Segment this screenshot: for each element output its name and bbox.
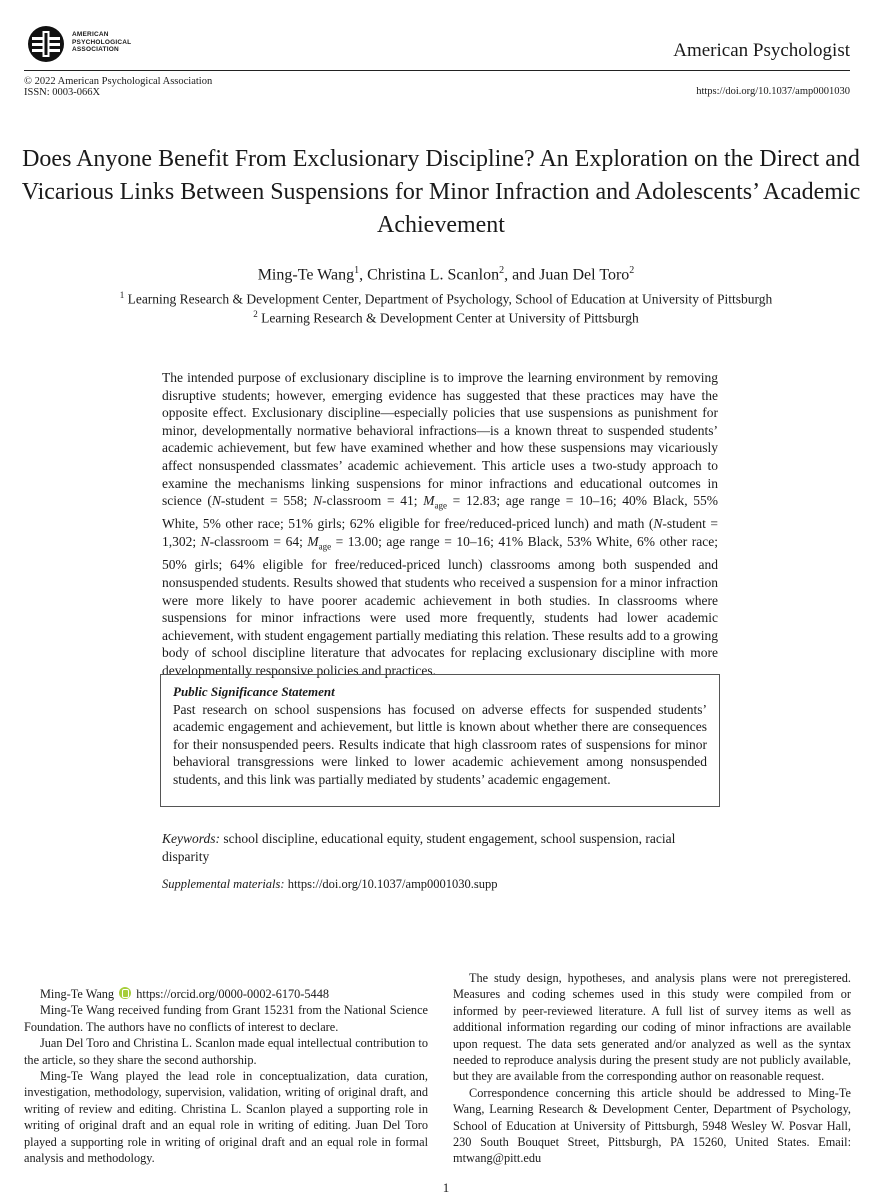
orcid-link[interactable]: https://orcid.org/0000-0002-6170-5448 — [136, 987, 330, 1001]
author-separator: , and — [504, 266, 540, 284]
abstract-text: -student = 558; — [220, 493, 314, 509]
copyright: © 2022 American Psychological Association — [24, 76, 213, 87]
abstract — [162, 369, 718, 679]
abstract-text: = 12.83; age range = 10–16; 40% Black, 55% White, 5% other race; 51% girls; 62% eligible for free/reduced-priced lunch) and math ( — [162, 493, 718, 532]
affiliation-1 — [0, 290, 892, 308]
keywords-label: Keywords: — [162, 831, 220, 846]
orcid-icon[interactable] — [119, 987, 131, 999]
abstract-symbol: N — [313, 493, 323, 509]
supplemental-materials — [162, 877, 498, 892]
author-affiliation-mark: 2 — [499, 265, 505, 276]
significance-heading: Public Significance Statement — [173, 684, 335, 699]
footnotes-right-column — [453, 970, 851, 1167]
abstract-symbol: M — [307, 534, 319, 550]
abstract-subscript: age — [318, 541, 332, 552]
keywords-text: school discipline, educational equity, student engagement, school suspension, racial disparity — [162, 831, 676, 864]
footnote-paragraph: Juan Del Toro and Christina L. Scanlon made equal intellectual contribution to the article, so they share the second authorship. — [24, 1036, 428, 1067]
author-affiliation-mark: 1 — [354, 265, 360, 276]
abstract-text: The intended purpose of exclusionary discipline is to improve the learning environment by removing disruptive students; however, emerging evidence has suggested that these practices may have the opposite effect. Exclusionary discipline—especially policies that use suspensions as punishment for minor, developmentally normative behavioral infractions—is a known threat to suspended students’ academic achievement, but few have examined whether and how these suspensions may vicariously affect nonsuspended classmates’ academic achievement. This article uses a two-study approach to examine the mechanisms linking suspensions for minor infractions and educational outcomes in science ( — [162, 370, 718, 509]
article-doi[interactable]: https://doi.org/10.1037/amp0001030 — [696, 86, 850, 97]
affiliation-text: Learning Research & Development Center at University of Pittsburgh — [257, 310, 639, 326]
abstract-symbol: N — [200, 534, 210, 550]
journal-name: American Psychologist — [673, 40, 850, 61]
orcid-line — [24, 986, 428, 1002]
footnote-paragraph: Ming-Te Wang played the lead role in conceptualization, data curation, investigation, methodology, supervision, validation, writing of original draft, and writing of review and editing. Christina L. Scanlon played a supporting role in writing of original draft and an equal role in writing of editing. Juan Del Toro played a supporting role in writing of original draft and an equal role in formal analysis and methodology. — [24, 1069, 428, 1166]
abstract-symbol: N — [211, 493, 221, 509]
affiliation-mark: 1 — [119, 290, 125, 300]
header-divider — [24, 70, 850, 71]
footnote-paragraph: The study design, hypotheses, and analysis plans were not preregistered. Measures and coding schemes used in this study were compiled from or informed by peer-reviewed literature. A full list of survey items as well as additional information regarding our coding of minor infractions are available upon request. The data sets generated and/or analyzed as well as the syntax needed to reproduce analysis during the present study are not publicly available, but they are available from the corresponding author on reasonable request. — [453, 971, 851, 1084]
correspondence-paragraph: Correspondence concerning this article should be addressed to Ming-Te Wang, Learning Research & Development Center, Department of Psychology, School of Education at University of Pittsburgh, 5948 Wesley W. Posvar Hall, 230 South Bouquet Street, Pittsburgh, PA 15260, United States. Email: mtwang@pitt.edu — [453, 1085, 851, 1166]
author-name: Christina L. Scanlon — [367, 266, 500, 284]
author-name: Ming-Te Wang — [257, 266, 355, 284]
logo-line: AMERICAN — [72, 31, 109, 38]
author-name: Juan Del Toro — [539, 266, 630, 284]
copyright-block — [24, 76, 212, 98]
affiliation-2 — [0, 309, 892, 327]
abstract-text: -classroom = 64; — [209, 534, 308, 550]
page-number: 1 — [442, 1180, 450, 1195]
supplemental-label: Supplemental materials: — [162, 877, 285, 891]
logo-line: PSYCHOLOGICAL — [72, 38, 132, 46]
logo-line: ASSOCIATION — [72, 46, 119, 54]
abstract-symbol: M — [423, 493, 435, 509]
article-title: Does Anyone Benefit From Exclusionary Discipline? An Exploration on the Direct and Vicarious Links Between Suspensions for Minor Infraction and Adolescents’ Academic Achievement — [21, 146, 861, 238]
author-separator: , — [359, 266, 368, 284]
significance-text: Past research on school suspensions has focused on adverse effects for suspended students’ academic engagement and achievement, but little is known about whether there are consequences for their nonsuspended peers. Results indicate that high classroom rates of suspensions for minor behavioral transgressions were linked to lower academic achievement among nonsuspended students, and this link was partially mediated by students’ academic engagement. — [173, 702, 707, 787]
affiliation-mark: 2 — [253, 309, 258, 319]
abstract-symbol: N — [653, 516, 663, 532]
apa-logo — [26, 24, 146, 64]
abstract-subscript: age — [434, 500, 447, 511]
abstract-text: -student = 1,302; — [162, 516, 718, 550]
footnotes-left-column — [24, 986, 428, 1166]
abstract-text: = 13.00; age range = 10–16; 41% Black, 53% White, 6% other race; 50% girls; 64% eligible for free/reduced-priced lunch) classrooms among both suspended and nonsuspended students. Results showed that students who received a suspension for a minor infraction were more likely to have poorer academic achievement in both studies. In classrooms where suspensions for minor infractions were used more frequently, students had lower academic achievement, with student engagement partially mediating this relation. These results add to a growing body of school discipline literature that advocates for replacing exclusionary discipline with more developmentally responsive policies and practices. — [162, 534, 718, 678]
author-affiliation-mark: 2 — [629, 265, 635, 276]
author-list — [0, 265, 892, 284]
apa-logo-text — [72, 31, 131, 54]
issn: ISSN: 0003-066X — [24, 87, 101, 98]
orcid-author: Ming-Te Wang — [40, 987, 115, 1001]
keywords — [162, 830, 718, 865]
footnote-paragraph: Ming-Te Wang received funding from Grant 15231 from the National Science Foundation. The authors have no conflicts of interest to declare. — [24, 1003, 428, 1034]
apa-logo-icon — [26, 24, 68, 64]
affiliation-text: Learning Research & Development Center, Department of Psychology, School of Education at University of Pittsburgh — [124, 291, 773, 307]
public-significance-box — [160, 674, 720, 807]
supplemental-link[interactable]: https://doi.org/10.1037/amp0001030.supp — [284, 877, 498, 891]
abstract-text: -classroom = 41; — [322, 493, 424, 509]
